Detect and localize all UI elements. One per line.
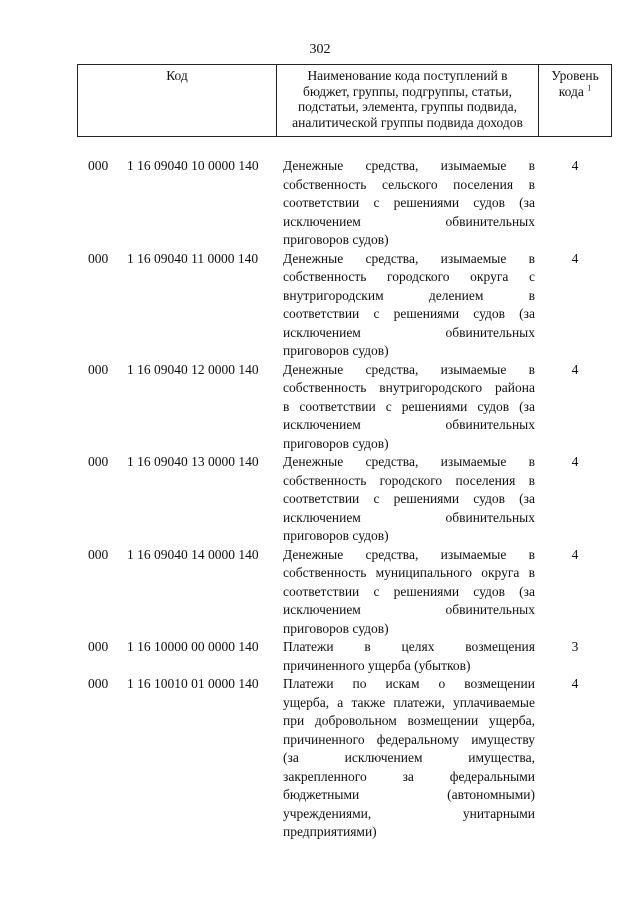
header-level-line <box>539 84 611 100</box>
table-row <box>0 250 640 361</box>
table-row <box>0 675 640 842</box>
revenue-name-line: ущерба, а также платежи, уплачиваемые <box>283 694 535 710</box>
code-level: 4 <box>571 676 579 691</box>
code-level: 4 <box>571 250 579 266</box>
table-row <box>0 157 640 250</box>
revenue-name-line: Денежные средства, изымаемые в <box>283 546 535 562</box>
revenue-name-line: соответствии с решениями судов (за <box>283 491 535 506</box>
header-name-line: Наименование кода поступлений в <box>307 68 508 83</box>
revenue-name-line: исключением обвинительных <box>283 324 535 340</box>
table-row <box>0 638 640 675</box>
header-level-label <box>539 65 611 99</box>
header-name-label <box>277 65 538 130</box>
code-level: 4 <box>571 454 579 469</box>
revenue-name-line: собственность городского поселения в <box>283 472 535 488</box>
code-level: 4 <box>571 158 579 173</box>
revenue-name-line: в соответствии с решениями судов (за <box>283 398 535 414</box>
table-header <box>77 64 612 137</box>
code-level: 3 <box>571 639 579 654</box>
revenue-name <box>283 638 535 675</box>
table-row <box>0 361 640 454</box>
revenue-name-line: собственность внутригородского района <box>283 380 535 395</box>
revenue-name-line: собственность городского округа с <box>283 269 535 284</box>
revenue-name-line: предприятиями) <box>283 824 377 839</box>
revenue-code: 1 16 09040 10 0000 140 <box>127 158 259 173</box>
revenue-code: 1 16 10010 01 0000 140 <box>127 676 259 691</box>
code-level: 4 <box>571 546 579 562</box>
revenue-name-line: приговоров судов) <box>283 435 389 451</box>
admin-code: 000 <box>88 454 109 469</box>
header-name-line: подстатьи, элемента, группы подвида, <box>297 99 518 114</box>
header-level-footnote: 1 <box>587 83 592 92</box>
revenue-name-line: внутригородским делением в <box>283 287 535 303</box>
admin-code: 000 <box>88 546 109 562</box>
revenue-name-line: исключением обвинительных <box>283 602 535 617</box>
revenue-name <box>283 157 535 250</box>
revenue-name-line: приговоров судов) <box>283 232 389 247</box>
revenue-code: 1 16 10000 00 0000 140 <box>127 639 259 654</box>
revenue-name-line: соответствии с решениями судов (за <box>283 195 535 210</box>
admin-code: 000 <box>88 158 109 173</box>
revenue-name-line: Денежные средства, изымаемые в <box>283 250 535 266</box>
revenue-name-line: собственность муниципального округа в <box>283 565 535 580</box>
table-row <box>0 546 640 639</box>
revenue-code: 1 16 09040 13 0000 140 <box>127 454 259 469</box>
revenue-code: 1 16 09040 11 0000 140 <box>127 250 259 266</box>
admin-code: 000 <box>88 361 109 377</box>
header-name-cell <box>277 65 539 136</box>
revenue-name-line: собственность сельского поселения в <box>283 176 535 192</box>
revenue-code: 1 16 09040 12 0000 140 <box>127 361 259 377</box>
revenue-name-line: (за исключением имущества, <box>283 750 535 765</box>
revenue-name <box>283 675 535 842</box>
revenue-name-line: исключением обвинительных <box>283 213 535 229</box>
revenue-name <box>283 453 535 546</box>
code-level: 4 <box>571 361 579 377</box>
revenue-name-line: Денежные средства, изымаемые в <box>283 454 535 469</box>
revenue-name-line: исключением обвинительных <box>283 417 535 432</box>
header-name-line: бюджет, группы, подгруппы, статьи, <box>303 83 512 99</box>
admin-code: 000 <box>88 250 109 266</box>
admin-code: 000 <box>88 676 109 691</box>
revenue-name-line: бюджетными (автономными) <box>283 787 535 802</box>
revenue-name-line: приговоров судов) <box>283 343 389 358</box>
header-name-line: аналитической группы подвида доходов <box>292 114 523 130</box>
revenue-name-line: Денежные средства, изымаемые в <box>283 158 535 173</box>
revenue-name-line: причиненного ущерба (убытков) <box>283 657 471 673</box>
header-level-cell <box>539 65 611 136</box>
header-code-cell <box>78 65 277 136</box>
revenue-name <box>283 546 535 639</box>
header-level-text: кода <box>558 83 584 99</box>
revenue-name-line: соответствии с решениями судов (за <box>283 306 535 321</box>
revenue-name-line: при добровольном возмещении ущерба, <box>283 713 535 728</box>
revenue-name-line: причиненного федеральному имуществу <box>283 731 535 747</box>
header-level-line: Уровень <box>551 68 599 83</box>
revenue-name <box>283 250 535 361</box>
revenue-name <box>283 361 535 454</box>
revenue-code: 1 16 09040 14 0000 140 <box>127 546 259 562</box>
revenue-name-line: учреждениями, унитарными <box>283 805 535 821</box>
table-row <box>0 453 640 546</box>
revenue-name-line: соответствии с решениями судов (за <box>283 583 535 599</box>
revenue-name-line: закрепленного за федеральными <box>283 768 535 784</box>
revenue-name-line: Денежные средства, изымаемые в <box>283 361 535 377</box>
revenue-name-line: Платежи по искам о возмещении <box>283 676 535 691</box>
revenue-name-line: Платежи в целях возмещения <box>283 639 535 654</box>
revenue-name-line: приговоров судов) <box>283 620 389 636</box>
page-number: 302 <box>309 42 331 57</box>
revenue-name-line: приговоров судов) <box>283 528 389 543</box>
revenue-name-line: исключением обвинительных <box>283 509 535 525</box>
table-body <box>0 157 640 842</box>
header-code-label: Код <box>166 68 188 83</box>
admin-code: 000 <box>88 639 109 654</box>
